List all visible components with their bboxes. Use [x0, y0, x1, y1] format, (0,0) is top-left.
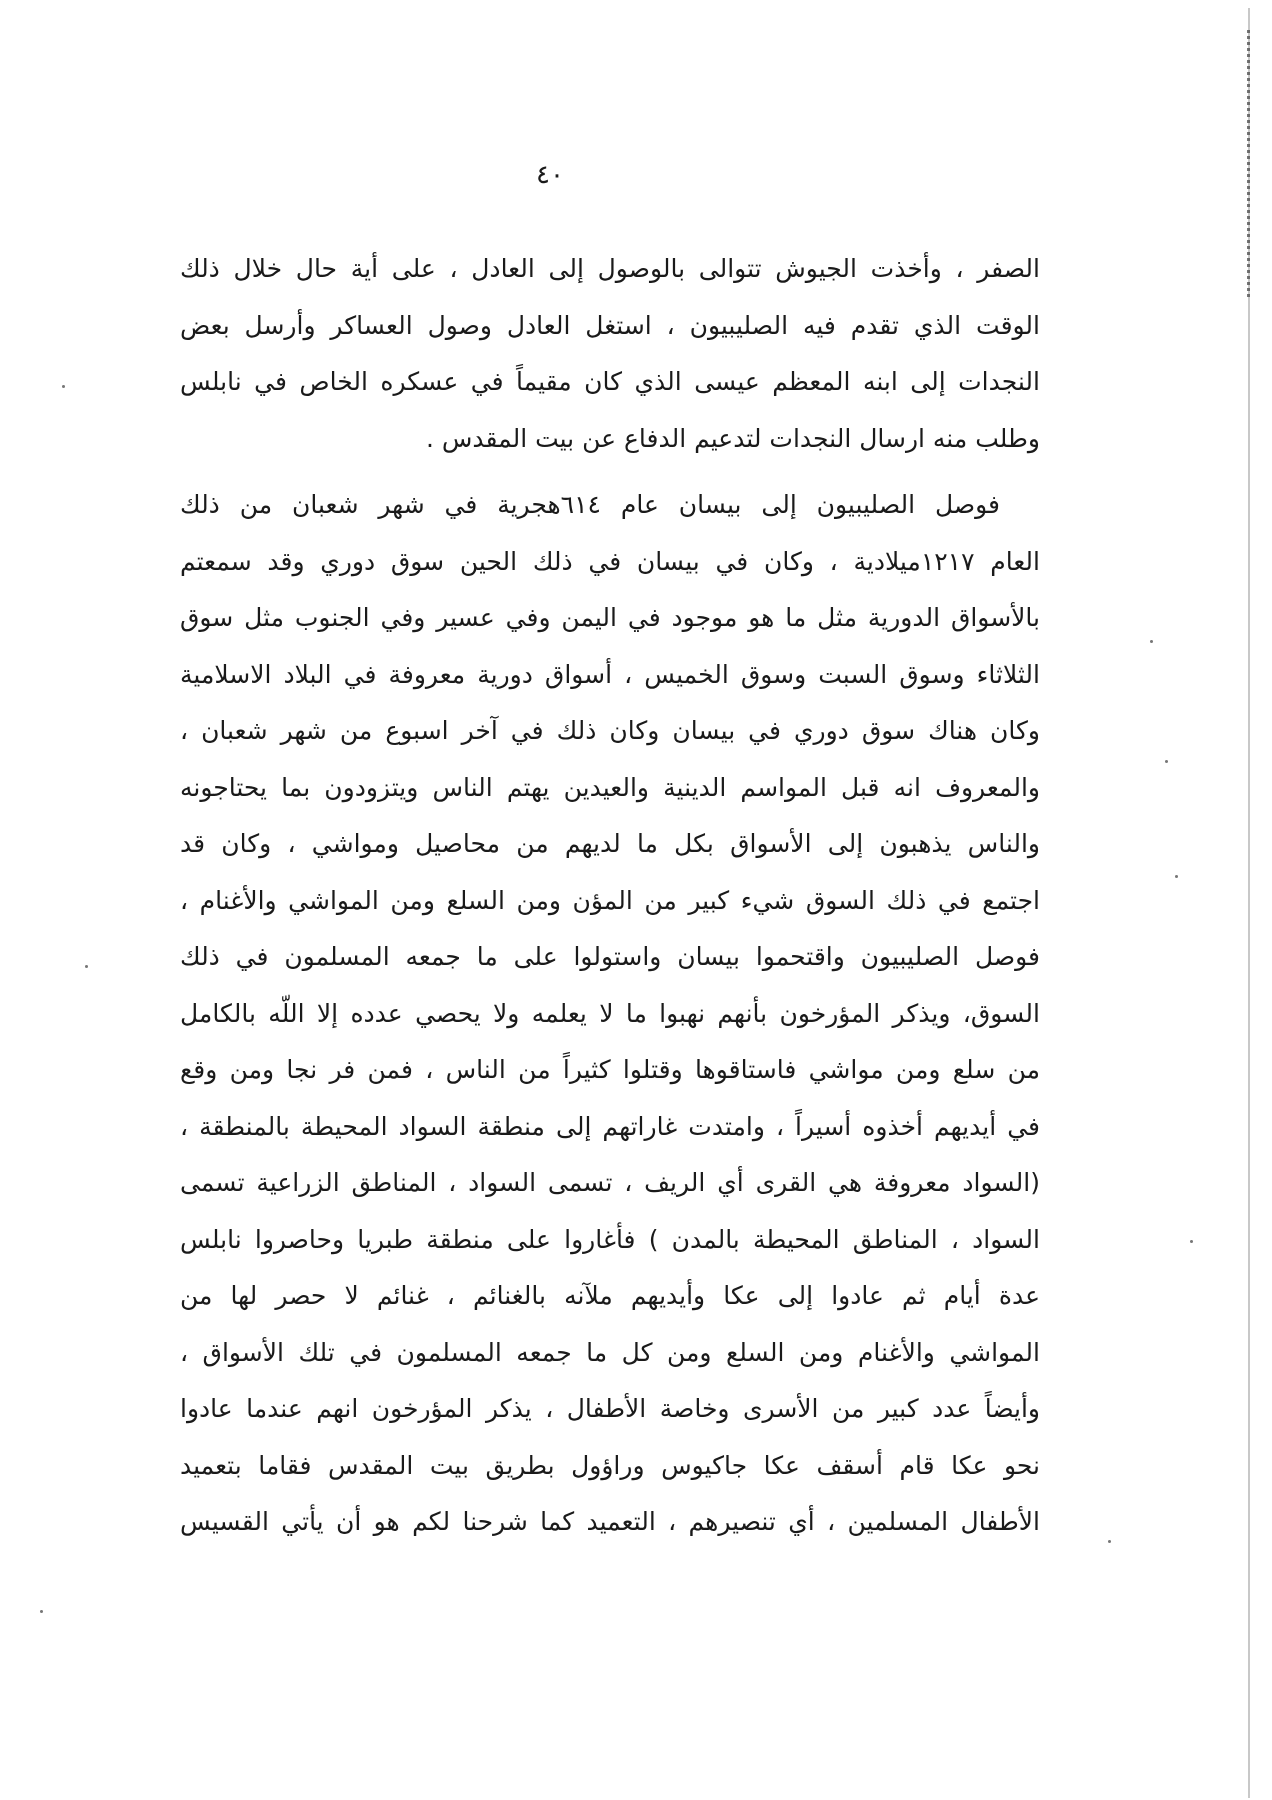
text-line: الأطفال المسلمين ، أي تنصيرهم ، التعميد كما شرحنا لكم هو أن يأتي القسيس: [180, 1507, 1040, 1536]
text-line: فوصل الصليبيون إلى بيسان عام ٦١٤هجرية في شهر شعبان من ذلك: [180, 490, 1000, 519]
text-line: الوقت الذي تقدم فيه الصليبيون ، استغل العادل وصول العساكر وأرسل بعض: [180, 310, 1040, 340]
text-line: عدة أيام ثم عادوا إلى عكا وأيديهم ملآنه بالغنائم ، غنائم لا حصر لها من: [180, 1281, 1040, 1310]
text-line: اجتمع في ذلك السوق شيء كبير من المؤن ومن السلع ومن المواشي والأغنام ،: [180, 885, 1040, 915]
scan-speck: [1190, 1240, 1193, 1243]
page-number: ٤٠: [536, 160, 564, 190]
text-line: وكان هناك سوق دوري في بيسان وكان ذلك في آخر اسبوع من شهر شعبان ،: [180, 716, 1040, 745]
text-line: من سلع ومن مواشي فاستاقوها وقتلوا كثيراً من الناس ، فمن فر نجا ومن وقع: [180, 1055, 1040, 1084]
text-line: في أيديهم أخذوه أسيراً ، وامتدت غاراتهم إلى منطقة السواد المحيطة بالمنطقة ،: [180, 1111, 1040, 1141]
text-line: وأيضاً عدد كبير من الأسرى وخاصة الأطفال ، يذكر المؤرخون انهم عندما عادوا: [180, 1394, 1040, 1423]
text-line: العام ١٢١٧ميلادية ، وكان في بيسان في ذلك الحين سوق دوري وقد سمعتم: [180, 546, 1040, 576]
text-line: (السواد معروفة هي القرى أي الريف ، تسمى السواد ، المناطق الزراعية تسمى: [180, 1168, 1040, 1197]
text-line: والناس يذهبون إلى الأسواق بكل ما لديهم من محاصيل ومواشي ، وكان قد: [180, 829, 1040, 858]
body-text: [180, 241, 1040, 1551]
text-line: الثلاثاء وسوق السبت وسوق الخميس ، أسواق دورية معروفة في البلاد الاسلامية: [180, 659, 1040, 689]
text-line: الصفر ، وأخذت الجيوش تتوالى بالوصول إلى العادل ، على أية حال خلال ذلك: [180, 254, 1040, 283]
text-line: فوصل الصليبيون واقتحموا بيسان واستولوا على ما جمعه المسلمون في ذلك: [180, 942, 1040, 971]
scan-speck: [1150, 640, 1153, 643]
scan-speck: [85, 965, 88, 968]
text-line: بالأسواق الدورية مثل ما هو موجود في اليمن وفي عسير وفي الجنوب مثل سوق: [180, 603, 1040, 632]
paragraph-2: [180, 477, 1040, 1551]
text-line: نحو عكا قام أسقف عكا جاكيوس وراؤول بطريق بيت المقدس فقاما بتعميد: [180, 1450, 1040, 1480]
scan-speck: [1175, 875, 1178, 878]
text-line: المواشي والأغنام ومن السلع ومن كل ما جمعه المسلمون في تلك الأسواق ،: [180, 1337, 1040, 1367]
text-line: السوق، ويذكر المؤرخون بأنهم نهبوا ما لا يعلمه ولا يحصي عدده إلا اللّه بالكامل: [180, 998, 1040, 1028]
text-line: والمعروف انه قبل المواسم الدينية والعيدين يهتم الناس ويتزودون بما يحتاجونه: [180, 772, 1040, 802]
scan-speck: [1165, 760, 1168, 763]
text-line: النجدات إلى ابنه المعظم عيسى الذي كان مقيماً في عسكره الخاص في نابلس: [180, 367, 1040, 396]
paragraph-1: [180, 241, 1040, 467]
text-line: وطلب منه ارسال النجدات لتدعيم الدفاع عن بيت المقدس .: [425, 423, 1040, 453]
scan-speck: [1108, 1540, 1111, 1543]
text-line: السواد ، المناطق المحيطة بالمدن ) فأغاروا على منطقة طبريا وحاصروا نابلس: [180, 1224, 1040, 1254]
scan-edge-marks: [1247, 30, 1250, 300]
scan-speck: [40, 1610, 43, 1613]
scan-speck: [62, 385, 65, 388]
